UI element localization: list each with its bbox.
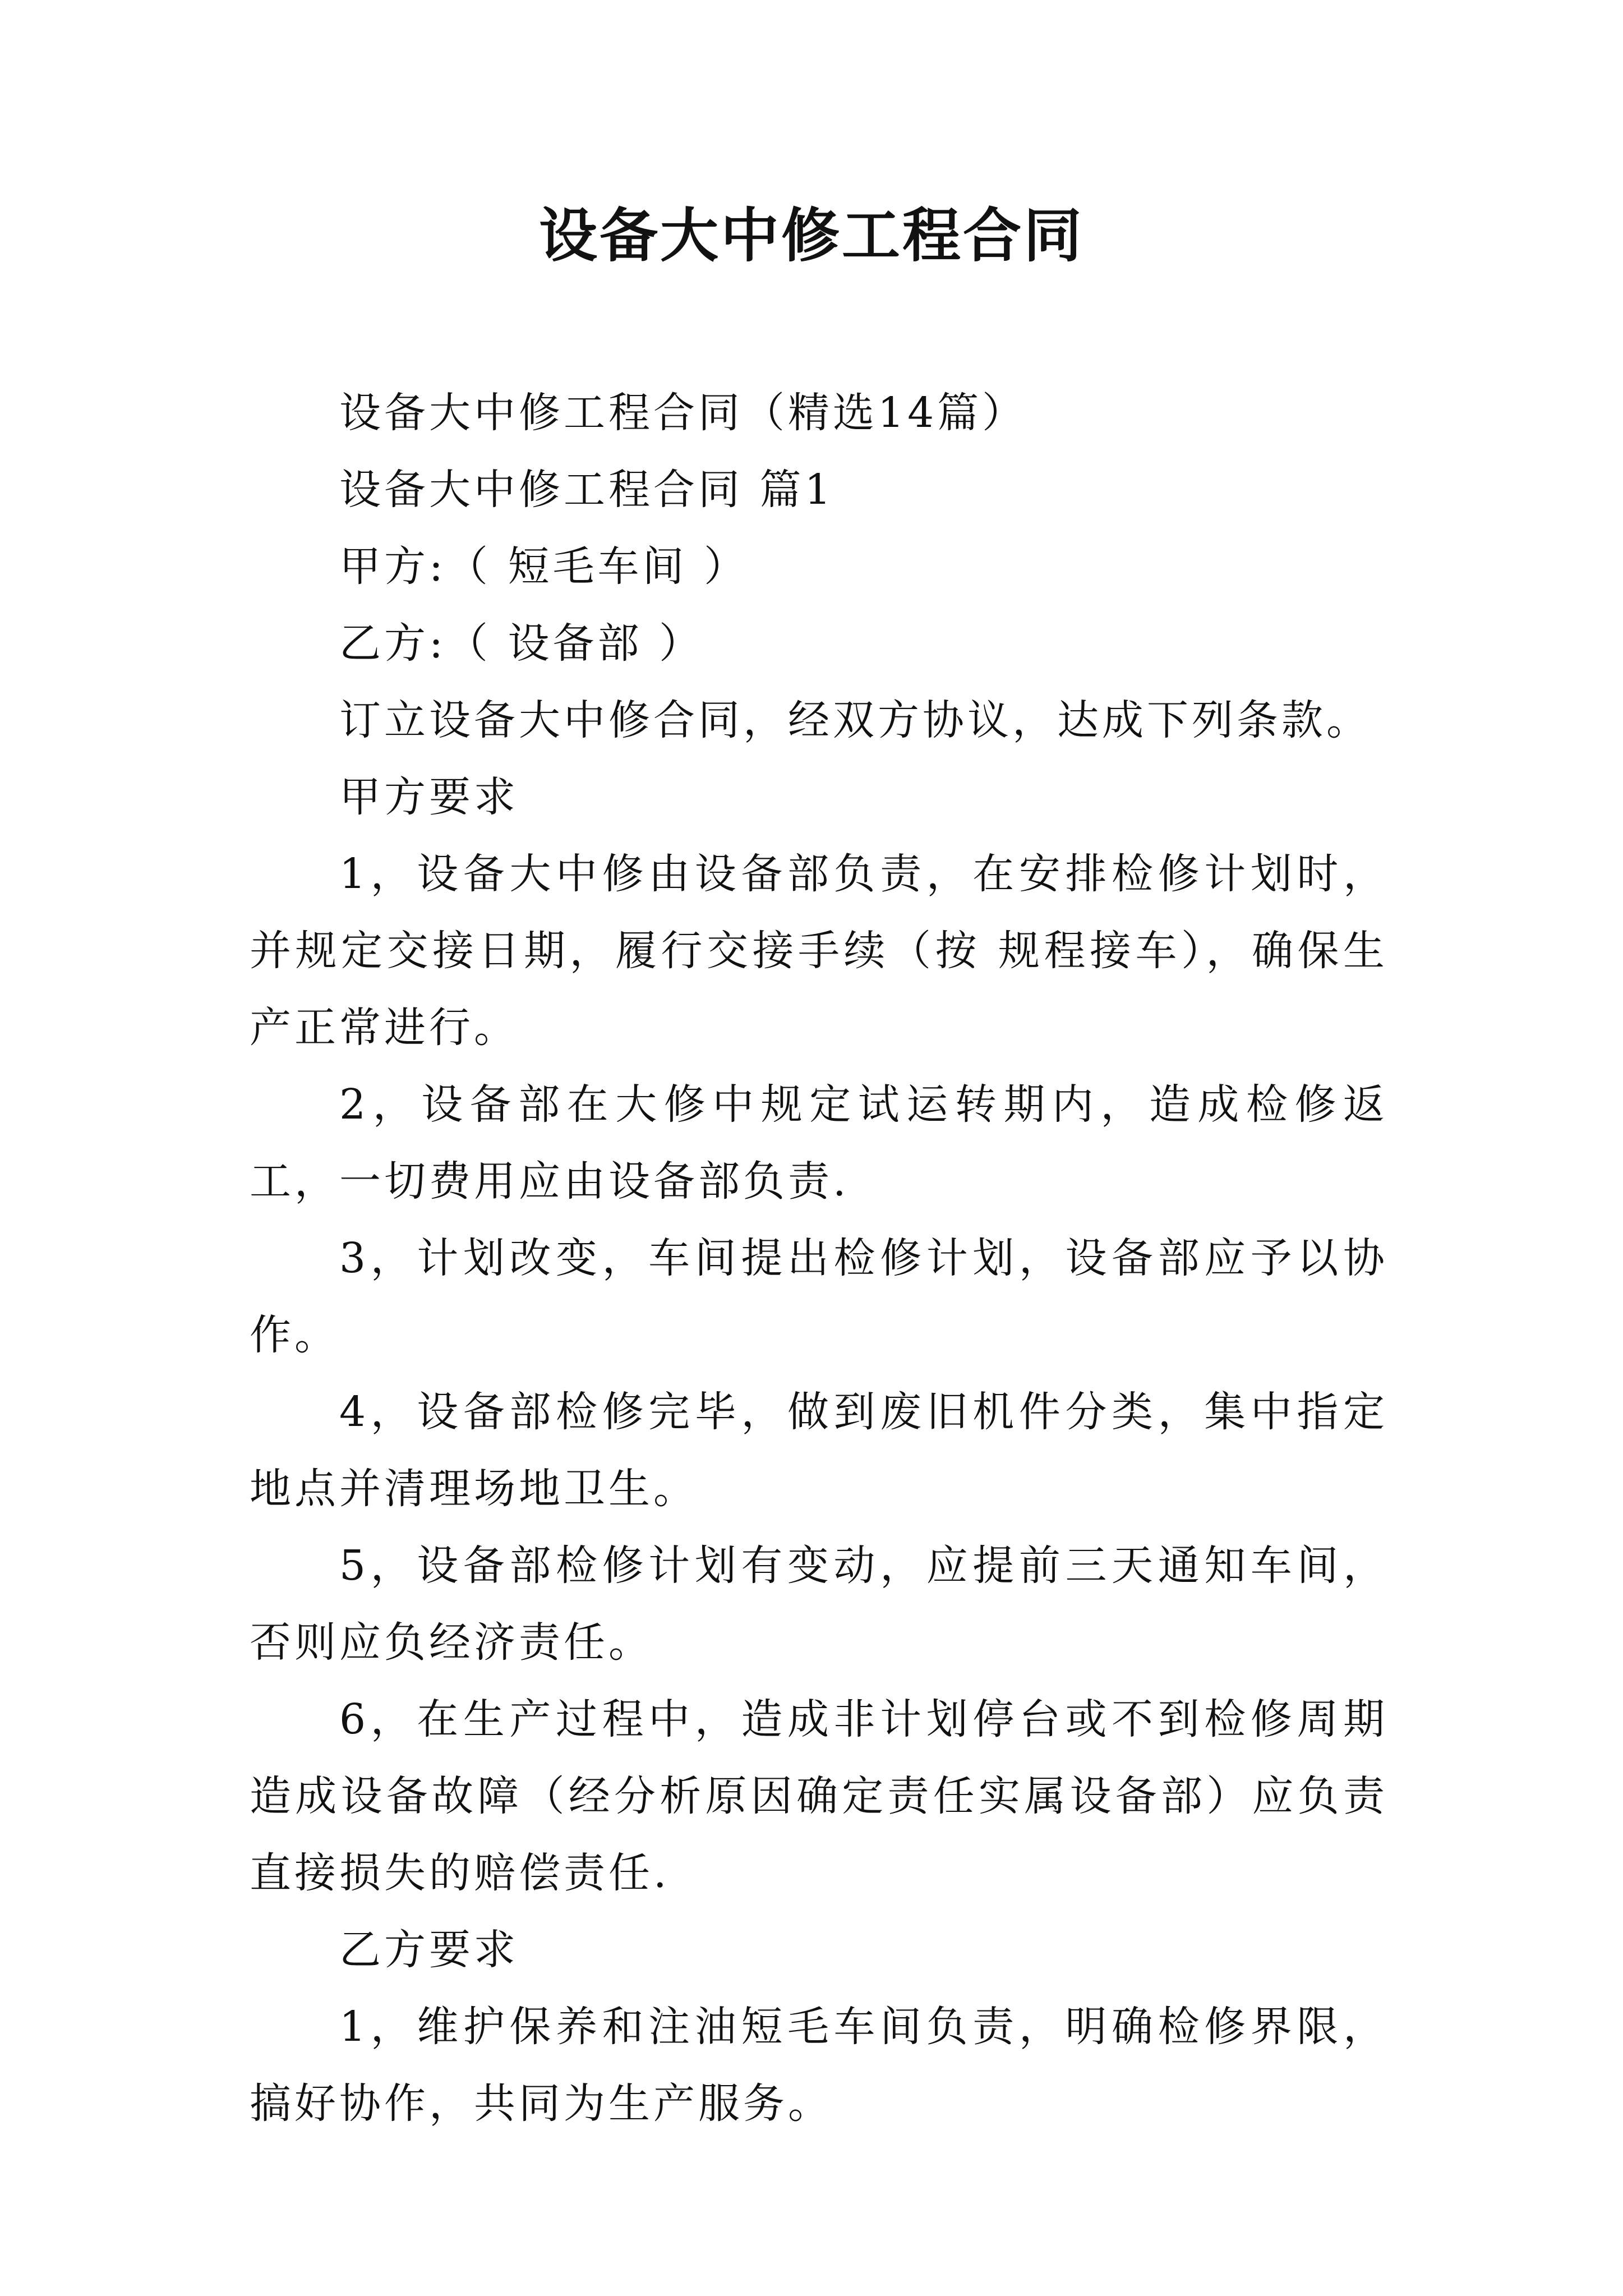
paragraph-subtitle: 设备大中修工程合同（精选14篇） xyxy=(339,389,1027,437)
paragraph-clause: 3，计划改变，车间提出检修计划，设备部应予以协作。 xyxy=(250,1234,1388,1359)
paragraph-clause: 4，设备部检修完毕，做到废旧机件分类，集中指定地点并清理场地卫生。 xyxy=(250,1388,1388,1513)
paragraph-section-heading: 设备大中修工程合同 篇1 xyxy=(339,466,834,514)
paragraph-clause: 5，设备部检修计划有变动，应提前三天通知车间，否则应负经济责任。 xyxy=(250,1542,1388,1667)
paragraph-clause: 6，在生产过程中，造成非计划停台或不到检修周期造成设备故障（经分析原因确定责任实属设备部）应负责直接损失的赔偿责任. xyxy=(250,1695,1388,1897)
paragraph-clause: 1，设备大中修由设备部负责，在安排检修计划时，并规定交接日期，履行交接手续（按 规程接车），确保生产正常进行。 xyxy=(250,850,1388,1052)
document-title: 设备大中修工程合同 xyxy=(538,201,1084,270)
paragraph-party-b: 乙方:（ 设备部 ） xyxy=(339,619,704,668)
paragraph-clause: 2，设备部在大修中规定试运转期内，造成检修返工，一切费用应由设备部负责. xyxy=(250,1080,1388,1205)
document-body xyxy=(250,375,1388,2142)
paragraph-party-a: 甲方:（ 短毛车间 ） xyxy=(339,542,749,591)
paragraph-intro: 订立设备大中修合同，经双方协议，达成下列条款。 xyxy=(339,696,1371,744)
paragraph-clause: 1，维护保养和注油短毛车间负责，明确检修界限，搞好协作，共同为生产服务。 xyxy=(250,2003,1388,2128)
paragraph-party-a-requirements-heading: 甲方要求 xyxy=(339,773,519,821)
paragraph-party-b-requirements-heading: 乙方要求 xyxy=(339,1926,519,1974)
